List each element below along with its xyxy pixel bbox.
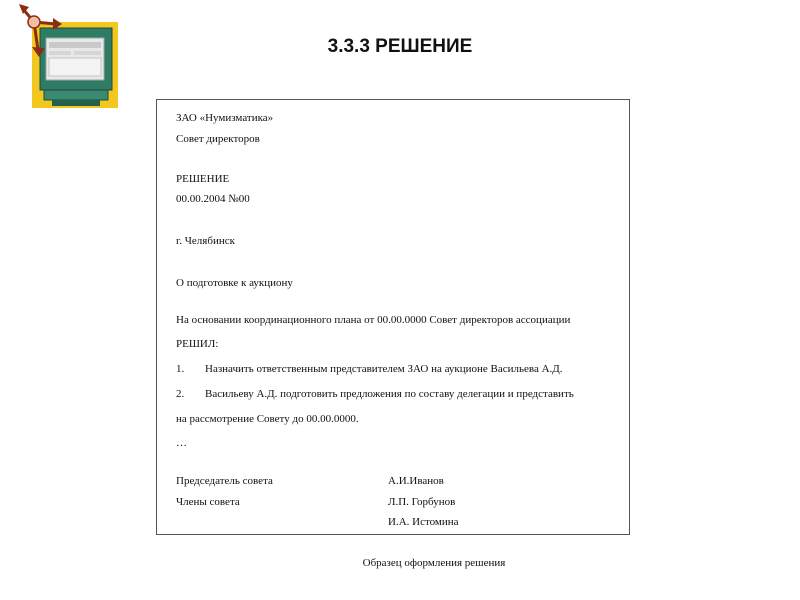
city: г. Челябинск	[176, 235, 235, 247]
signature-name: А.И.Иванов	[388, 475, 444, 487]
item-2-continuation: на рассмотрение Совету до 00.00.0000.	[176, 413, 359, 425]
slide-title: 3.3.3 РЕШЕНИЕ	[327, 36, 473, 57]
signature-role: Председатель совета	[176, 475, 273, 487]
resolved-label: РЕШИЛ:	[176, 338, 219, 350]
document-type: РЕШЕНИЕ	[176, 173, 230, 185]
signature-name: Л.П. Горбунов	[388, 496, 456, 508]
body-name: Совет директоров	[176, 133, 260, 145]
item-1-number: 1.	[176, 363, 185, 375]
signature-role: Члены совета	[176, 496, 240, 508]
figure-caption: Образец оформления решения	[362, 557, 506, 569]
org-name: ЗАО «Нумизматика»	[176, 112, 274, 124]
basis-text: На основании координационного плана от 00.00.0000 Совет директоров ассоциации	[176, 314, 571, 326]
date-number: 00.00.2004 №00	[176, 193, 250, 205]
item-2-text: Васильеву А.Д. подготовить предложения по составу делегации и представить	[205, 388, 574, 400]
item-2-number: 2.	[176, 388, 185, 400]
subject: О подготовке к аукциону	[176, 277, 293, 289]
signature-name: И.А. Истомина	[388, 516, 459, 528]
item-1-text: Назначить ответственным представителем ЗАО на аукционе Васильева А.Д.	[205, 363, 563, 375]
ellipsis: …	[176, 437, 187, 449]
